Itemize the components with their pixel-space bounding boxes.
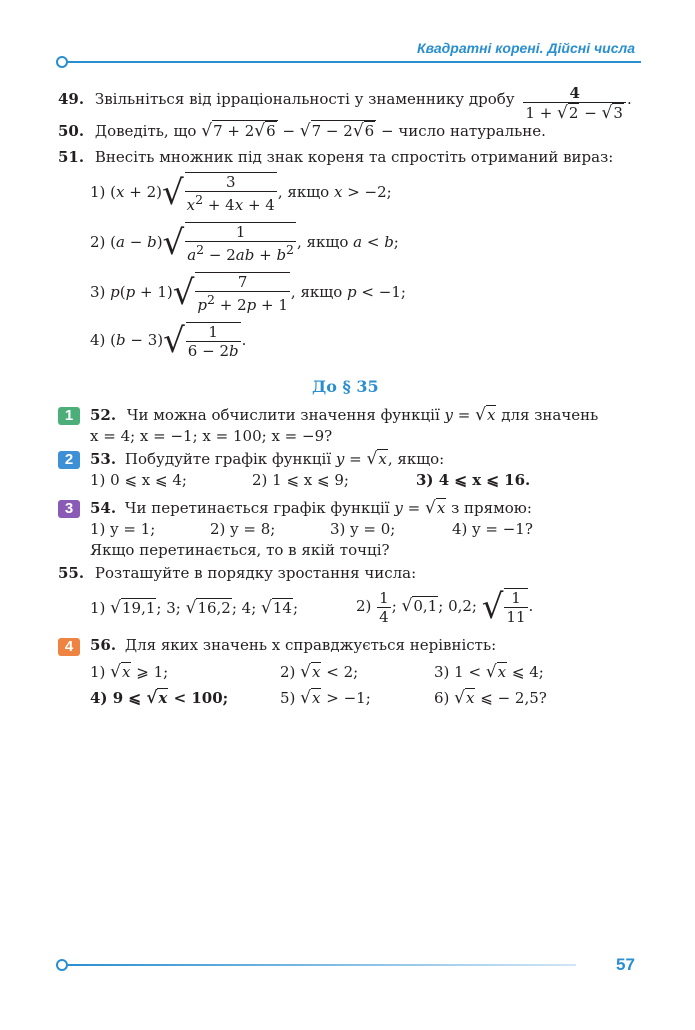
- problem-53: 53. Побудуйте графік функції y = √x, якщо: 1) 0 ⩽ x ⩽ 4; 2) 1 ⩽ x ⩽ 9; 3) 4 ⩽ x ⩽ 16.: [90, 449, 531, 489]
- option: 1) y = 1;: [90, 520, 156, 538]
- problem-text: Чи можна обчислити значення функції: [126, 406, 440, 424]
- problem-number: 53.: [90, 450, 117, 468]
- problem-52: 52. Чи можна обчислити значення функції y = √x для значень x = 4; x = −1; x = 100; x = −9?: [90, 405, 599, 445]
- problem-text: Побудуйте графік функції: [124, 450, 332, 468]
- problem-51-item-4: 4) (b − 3)√ $\frac{1}{6 - 2b}$ .: [90, 321, 247, 361]
- problem-56: [90, 636, 650, 660]
- problem-text: Доведіть, що: [94, 122, 197, 140]
- problem-number: 52.: [90, 406, 117, 424]
- option: 2) y = 8;: [210, 520, 276, 538]
- problem-51-item-2: 2) (a − b)√ $\frac{1}{a^2 - 2ab + b^2}$ , якщо a < b;: [90, 223, 399, 264]
- header-rule: [66, 61, 641, 63]
- problem-number: 56.: [90, 636, 117, 654]
- problem-text-tail: − число натуральне.: [381, 122, 546, 140]
- problem-56-item-4: 4) 9 ⩽ √x < 100;: [90, 688, 229, 708]
- option: 3) y = 0;: [330, 520, 396, 538]
- problem-text-tail: з прямою:: [451, 499, 532, 517]
- problem-55-item-2: 2) $\frac{1}{4}$ ; √0,1; 0,2; √ $\frac{1}{11}$ .: [356, 587, 534, 627]
- problem-55-item-1: 1) √19,1; 3; √16,2; 4; √14;: [90, 598, 299, 618]
- level-badge-4: 4: [58, 638, 80, 656]
- option: 4) y = −1?: [452, 520, 533, 538]
- math-expression: √7 + 2√6 − √7 − 2√6: [201, 121, 375, 141]
- problem-text: Звільніться від ірраціональності у знаменнику дробу: [94, 90, 515, 108]
- problem-51-item-1: 1) (x + 2)√ $\frac{3}{x^2 + 4x + 4}$ , якщо x > −2;: [90, 173, 392, 214]
- section-title: До § 35: [312, 377, 379, 396]
- problem-text-tail: для значень: [501, 406, 599, 424]
- problem-50: [58, 120, 658, 144]
- problem-51-item-3: 3) p(p + 1)√ $\frac{7}{p^2 + 2p + 1}$ , якщо p < −1;: [90, 273, 406, 314]
- problem-56-item-5: 5) √x > −1;: [280, 688, 371, 708]
- option: 3) 4 ⩽ x ⩽ 16.: [416, 471, 531, 489]
- fraction: $\frac{4}{1 + √2 - √3}$: [523, 84, 626, 123]
- page-number: 57: [616, 955, 635, 974]
- problem-text: Для яких значень x справджується нерівність:: [124, 636, 497, 654]
- running-header: Квадратні корені. Дійсні числа: [416, 40, 635, 56]
- problem-number: 51.: [58, 148, 85, 166]
- problem-text: Розташуйте в порядку зростання числа:: [94, 564, 417, 582]
- problem-51: [58, 148, 658, 172]
- level-badge-3: 3: [58, 500, 80, 518]
- footer-rule: [66, 964, 576, 966]
- problem-text-line2: x = 4; x = −1; x = 100; x = −9?: [90, 427, 333, 445]
- problem-number: 49.: [58, 90, 85, 108]
- problem-number: 54.: [90, 499, 117, 517]
- problem-number: 55.: [58, 564, 85, 582]
- level-badge-1: 1: [58, 407, 80, 425]
- option: 2) 1 ⩽ x ⩽ 9;: [252, 471, 349, 489]
- problem-text: Чи перетинається графік функції: [124, 499, 390, 517]
- problem-56-item-3: 3) 1 < √x ⩽ 4;: [434, 662, 544, 682]
- level-badge-2: 2: [58, 451, 80, 469]
- problem-56-item-2: 2) √x < 2;: [280, 662, 359, 682]
- problem-number: 50.: [58, 122, 85, 140]
- problem-49: 49. Звільніться від ірраціональності у знаменнику дробу $\frac{4}{1 + √2 - √3}$ .: [58, 84, 632, 123]
- option: 1) 0 ⩽ x ⩽ 4;: [90, 471, 187, 489]
- problem-56-item-6: 6) √x ⩽ − 2,5?: [434, 688, 547, 708]
- problem-55: [58, 564, 658, 588]
- problem-56-item-1: 1) √x ⩾ 1;: [90, 662, 169, 682]
- problem-text-tail: , якщо:: [387, 450, 445, 468]
- problem-text-line3: Якщо перетинається, то в якій точці?: [90, 541, 390, 559]
- problem-text: Внесіть множник під знак кореня та спростіть отриманий вираз:: [94, 148, 614, 166]
- problem-54: 54. Чи перетинається графік функції y = √x з прямою: 1) y = 1; 2) y = 8; 3) y = 0; 4) y = −1? Якщо перетинається, то в якій точці?: [90, 498, 533, 559]
